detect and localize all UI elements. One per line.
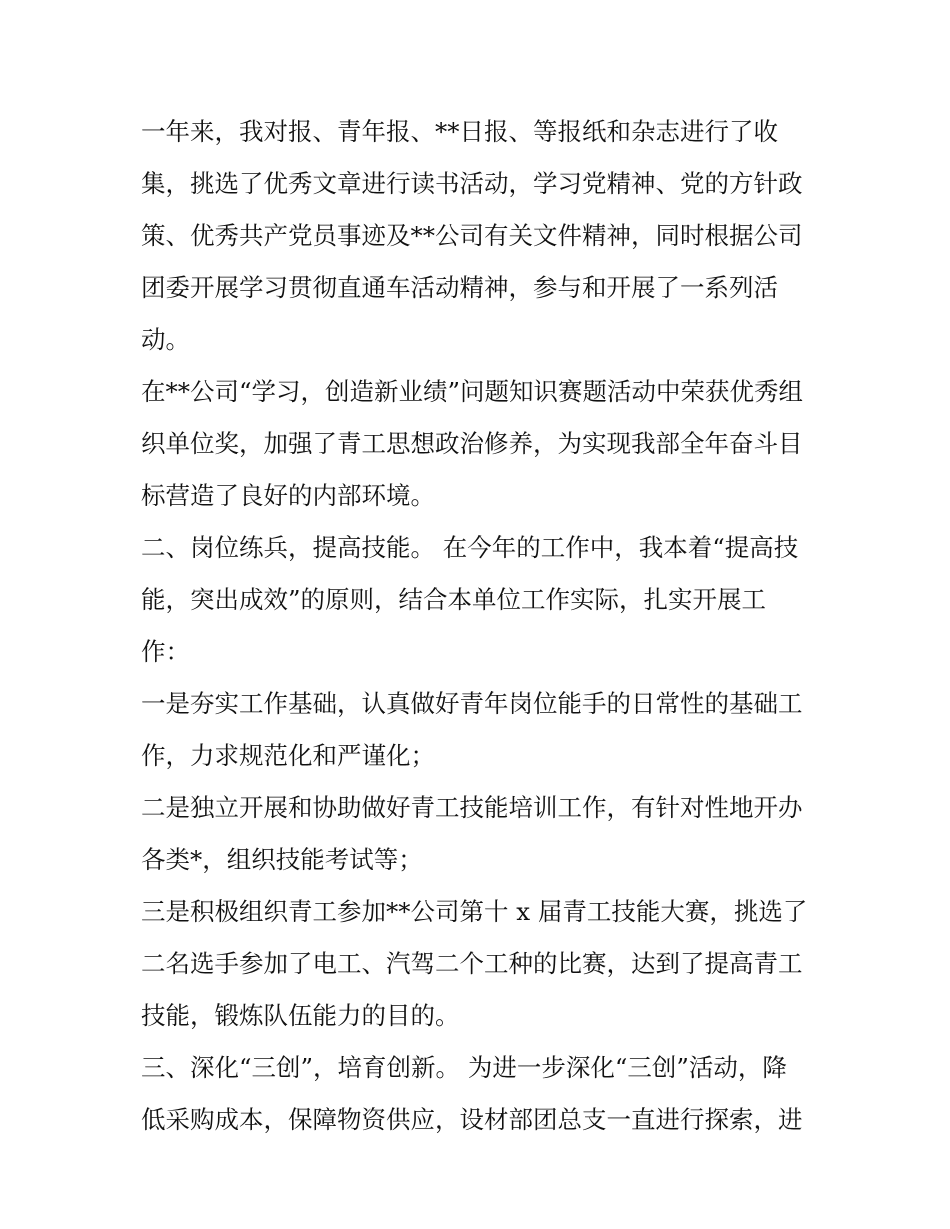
text-line: 作： xyxy=(141,637,190,666)
text-line: 技能，锻炼队伍能力的目的。 xyxy=(141,1001,460,1030)
text-line: 标营造了良好的内部环境。 xyxy=(141,481,435,510)
text-line: 织单位奖，加强了青工思想政治修养，为实现我部全年奋斗目 xyxy=(141,429,803,458)
text-line: 二、岗位练兵，提高技能。 在今年的工作中，我本着“提高技 xyxy=(141,533,799,562)
text-line: 三是积极组织青工参加**公司第十 x 届青工技能大赛，挑选了 xyxy=(141,897,808,926)
text-line: 一是夯实工作基础，认真做好青年岗位能手的日常性的基础工 xyxy=(141,689,803,718)
text-line: 各类*，组织技能考试等； xyxy=(141,845,423,874)
text-line: 二名选手参加了电工、汽驾二个工种的比赛，达到了提高青工 xyxy=(141,949,803,978)
text-line: 作，力求规范化和严谨化； xyxy=(141,741,435,770)
text-line: 团委开展学习贯彻直通车活动精神，参与和开展了一系列活 xyxy=(141,273,778,302)
text-line: 在**公司“学习，创造新业绩”问题知识赛题活动中荣获优秀组 xyxy=(141,377,804,406)
document-body xyxy=(141,106,821,1146)
text-line: 三、深化“三创”，培育创新。 为进一步深化“三创”活动，降 xyxy=(141,1053,787,1082)
text-line: 一年来，我对报、青年报、**日报、等报纸和杂志进行了收 xyxy=(141,117,778,146)
text-line: 策、优秀共产党员事迹及**公司有关文件精神，同时根据公司 xyxy=(141,221,803,250)
text-line: 低采购成本，保障物资供应，设材部团总支一直进行探索，进 xyxy=(141,1105,803,1134)
text-line: 集，挑选了优秀文章进行读书活动，学习党精神、党的方针政 xyxy=(141,169,803,198)
text-line: 能，突出成效”的原则，结合本单位工作实际，扎实开展工 xyxy=(141,585,767,614)
text-line: 动。 xyxy=(141,325,190,354)
text-line: 二是独立开展和协助做好青工技能培训工作，有针对性地开办 xyxy=(141,793,803,822)
